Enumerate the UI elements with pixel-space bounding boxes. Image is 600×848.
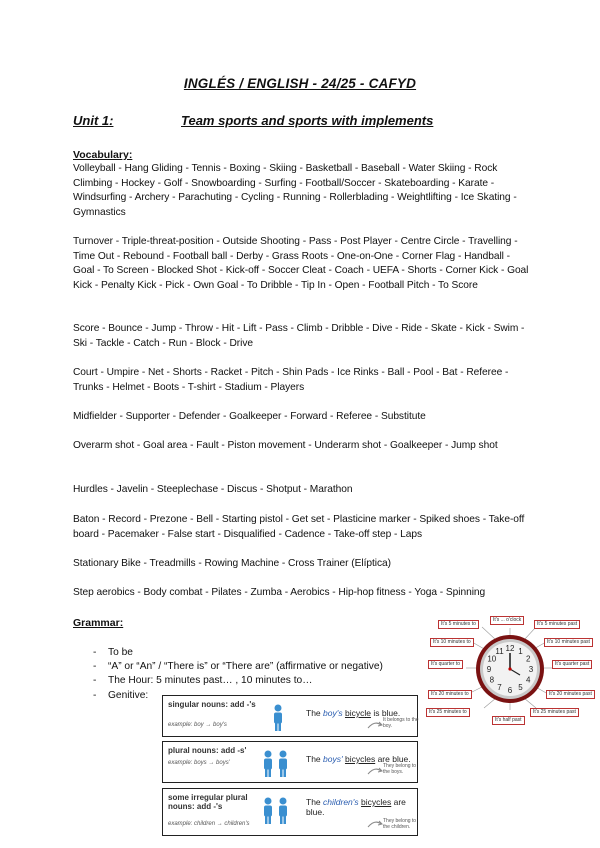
clock-number: 1 — [518, 646, 523, 656]
clock-label-ten-to: It's 10 minutes to — [430, 638, 474, 647]
document-title: INGLÉS / ENGLISH - 24/25 - CAFYD — [183, 76, 417, 91]
vocab-paragraph-sports: Volleyball - Hang Gliding - Tennis - Boxing - Skiing - Basketball - Baseball - Water Skiing - Rock Climbing - Hockey - Golf - Snowboarding - Surfing - Football/Soccer - Skateboarding - Karate - Windsurfing - Archery - Parachuting - Cycling - Running - Rollerblading - Weightlifting - Ice Skating - Gymnastics — [73, 163, 517, 218]
genitive-plural-box — [162, 741, 418, 783]
clock-number: 6 — [507, 686, 513, 695]
clock-label-twenty-to: It's 20 minutes to — [428, 690, 472, 699]
genitive-singular-box — [162, 695, 418, 737]
clock-label-quarter-past: It's quarter past — [552, 660, 592, 669]
vocab-paragraph-positions: Midfielder - Supporter - Defender - Goalkeeper - Forward - Referee - Substitute — [73, 411, 426, 422]
genitive-sentence: The children's bicycles are blue. — [306, 797, 406, 817]
clock-label-quarter-to: It's quarter to — [428, 660, 463, 669]
two-people-icon — [261, 797, 291, 825]
clock-number: 8 — [489, 675, 495, 685]
clock-number: 9 — [486, 665, 492, 674]
clock-label-twentyfive-to: It's 25 minutes to — [426, 708, 470, 717]
clock-number: 3 — [528, 665, 534, 674]
clock-label-half-past: It's half past — [492, 716, 525, 725]
two-people-icon — [261, 750, 291, 778]
vocab-paragraph-track: Baton - Record - Prezone - Bell - Starting pistol - Get set - Plasticine marker - Spiked shoes - Take-off board - Pacemaker - False start - Disqualified - Cadence - Take-off step - Laps — [73, 514, 525, 540]
clock-number: 10 — [487, 654, 497, 664]
unit-topic: Team sports and sports with implements — [181, 113, 434, 128]
genitive-rule: plural nouns: add -s' — [168, 746, 247, 755]
unit-number: Unit 1: — [73, 113, 114, 128]
clock-number: 11 — [495, 646, 504, 656]
clock-diagram — [426, 616, 600, 726]
clock-label-twentyfive-past: It's 25 minutes past — [530, 708, 579, 717]
clock-number: 4 — [525, 675, 531, 685]
genitive-irregular-box — [162, 788, 418, 836]
vocab-paragraph-fitness: Step aerobics - Body combat - Pilates - Zumba - Aerobics - Hip-hop fitness - Yoga - Spinning — [73, 587, 486, 598]
vocab-paragraph-team-terms: Turnover - Triple-threat-position - Outside Shooting - Pass - Post Player - Centre Circle - Travelling - Time Out - Rebound - Football ball - Derby - Grass Roots - One-on-One - Corner Flag - Handball - Goal - To Screen - Blocked Shot - Kick-off - Soccer Cleat - Coach - UEFA - Shorts - Corner Kick - Goal Kick - Penalty Kick - Pick - Own Goal - To Dribble - Tip In - Open - Football Pitch - To Score — [73, 236, 529, 291]
genitive-example: example: children → children's — [168, 821, 250, 827]
clock-center — [508, 667, 511, 670]
clock-number: 5 — [518, 683, 523, 693]
clock-number: 2 — [525, 654, 531, 664]
vocab-paragraph-equipment: Court - Umpire - Net - Shorts - Racket - Pitch - Shin Pads - Ice Rinks - Ball - Pool - Bat - Referee - Trunks - Helmet - Boots - T-shirt - Stadium - Players — [73, 367, 509, 393]
list-item: - The Hour: 5 minutes past… , 10 minutes to… — [93, 674, 383, 688]
vocab-paragraph-verbs: Score - Bounce - Jump - Throw - Hit - Lift - Pass - Climb - Dribble - Dive - Ride - Skate - Kick - Swim - Ski - Tackle - Catch - Run - Block - Drive — [73, 323, 525, 349]
genitive-example: example: boys → boys' — [168, 760, 230, 766]
clock-number: 7 — [497, 683, 502, 693]
clock-label-five-to: It's 5 minutes to — [438, 620, 479, 629]
clock-label-oclock: It's ... o'clock — [490, 616, 524, 625]
person-icon — [271, 704, 285, 732]
genitive-sentence: The boys' bicycles are blue. — [306, 754, 411, 764]
vocab-paragraph-handball: Overarm shot - Goal area - Fault - Piston movement - Underarm shot - Goalkeeper - Jump shot — [73, 440, 498, 451]
grammar-heading: Grammar: — [73, 617, 124, 629]
list-item: - “A” or “An” / “There is” or “There are” (affirmative or negative) — [93, 660, 383, 674]
vocabulary-heading: Vocabulary: — [73, 149, 133, 161]
list-item: - Genitive: — [93, 689, 383, 703]
genitive-sentence: The boy's bicycle is blue. — [306, 708, 401, 718]
genitive-note: It belongs to the boy. — [383, 717, 419, 729]
clock-label-ten-past: It's 10 minutes past — [544, 638, 593, 647]
clock-label-twenty-past: It's 20 minutes past — [546, 690, 595, 699]
genitive-note: They belong to the children. — [383, 818, 417, 830]
genitive-example: example: boy → boy's — [168, 722, 227, 728]
genitive-rule: singular nouns: add -'s — [168, 700, 256, 709]
arrow-icon — [367, 720, 383, 730]
arrow-icon — [367, 819, 383, 829]
genitive-rule: some irregular plural nouns: add -'s — [168, 793, 248, 811]
vocab-paragraph-gym-machines: Stationary Bike - Treadmills - Rowing Machine - Cross Trainer (Elíptica) — [73, 558, 391, 569]
clock-hand — [510, 669, 520, 675]
genitive-note: They belong to the boys. — [383, 763, 417, 775]
clock-number: 12 — [505, 644, 515, 653]
list-item: - To be — [93, 646, 383, 660]
arrow-icon — [367, 766, 383, 776]
clock-label-five-past: It's 5 minutes past — [534, 620, 580, 629]
vocab-paragraph-athletics: Hurdles - Javelin - Steeplechase - Discus - Shotput - Marathon — [73, 484, 353, 495]
